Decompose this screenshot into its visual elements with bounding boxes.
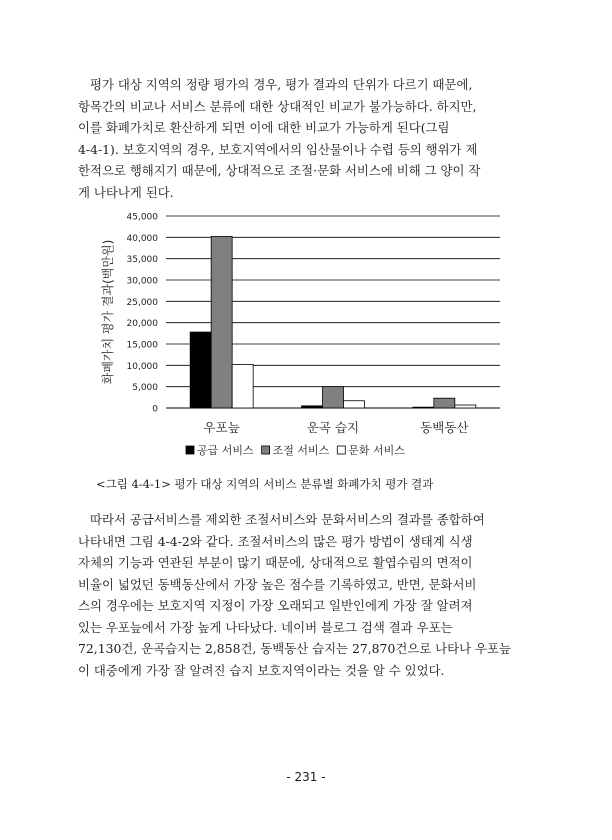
paragraph-line: 나타내면 그림 4-4-2와 같다. 조절서비스의 많은 평가 방법이 생태계 식생 <box>78 533 473 549</box>
paragraph-line: 한적으로 행해지기 때문에, 상대적으로 조절·문화 서비스에 비해 그 양이 작 <box>78 163 481 178</box>
paragraph-line: 있는 우포늪에서 가장 높게 나타났다. 네이버 블로그 검색 결과 우포는 <box>78 619 453 635</box>
y-tick-label: 35,000 <box>126 255 158 266</box>
paragraph-intro <box>78 74 534 203</box>
bar <box>232 364 253 408</box>
x-category-label: 동백동산 <box>420 420 469 435</box>
legend-label: 조절 서비스 <box>272 444 330 457</box>
y-tick-label: 0 <box>152 404 158 415</box>
bar-chart <box>100 200 520 470</box>
paragraph-line: 자체의 기능과 연관된 부분이 많기 때문에, 상대적으로 활엽수림의 면적이 <box>78 555 473 570</box>
bar <box>413 407 434 408</box>
paragraph-line: 4-4-1). 보호지역의 경우, 보호지역에서의 임산물이나 수렵 등의 행위가 제 <box>78 141 478 157</box>
y-tick-label: 30,000 <box>126 276 158 287</box>
legend-swatch <box>262 446 270 454</box>
y-tick-label: 25,000 <box>126 297 158 308</box>
y-tick-label: 45,000 <box>126 212 158 223</box>
bar <box>190 332 211 408</box>
paragraph-line: 항목간의 비교나 서비스 분류에 대한 상대적인 비교가 불가능하다. 하지만, <box>78 98 477 114</box>
bar <box>302 406 323 408</box>
y-tick-label: 40,000 <box>126 233 158 244</box>
paragraph-line: 스의 경우에는 보호지역 지정이 가장 오래되고 일반인에게 가장 잘 알려져 <box>78 598 473 613</box>
bar <box>344 401 365 408</box>
legend-label: 공급 서비스 <box>197 444 254 457</box>
bar-chart-svg <box>100 200 520 470</box>
y-tick-label: 20,000 <box>126 319 158 330</box>
y-tick-label: 15,000 <box>126 340 158 351</box>
paragraph-line: 이 대중에게 가장 잘 알려진 습지 보호지역이라는 것을 알 수 있었다. <box>78 662 445 678</box>
paragraph-line: 따라서 공급서비스를 제외한 조절서비스와 문화서비스의 결과를 종합하여 <box>90 512 485 527</box>
y-axis-label: 화폐가치 평가 결과(백만원) <box>101 239 115 385</box>
page-number: - 231 - <box>286 770 326 784</box>
paragraph-summary <box>78 509 534 681</box>
bar <box>323 387 344 408</box>
paragraph-line: 이를 화폐가치로 환산하게 되면 이에 대한 비교가 가능하게 된다(그림 <box>78 120 450 135</box>
paragraph-line: 72,130건, 운곡습지는 2,858건, 동백동산 습지는 27,870건으로 나타나 우포늪 <box>78 641 511 656</box>
bar <box>455 405 476 408</box>
bar <box>434 398 455 408</box>
y-tick-label: 10,000 <box>126 361 158 372</box>
x-category-label: 우포늪 <box>203 420 240 435</box>
legend-swatch <box>186 446 194 454</box>
paragraph-line: 비율이 넓었던 동백동산에서 가장 높은 점수를 기록하였고, 반면, 문화서비 <box>78 576 477 592</box>
y-tick-label: 5,000 <box>132 383 158 394</box>
paragraph-line: 게 나타나게 된다. <box>78 184 174 200</box>
paragraph-line: 평가 대상 지역의 정량 평가의 경우, 평가 결과의 단위가 다르기 때문에, <box>90 77 473 92</box>
figure-caption: <그림 4-4-1> 평가 대상 지역의 서비스 분류별 화폐가치 평가 결과 <box>96 477 434 491</box>
legend-label: 문화 서비스 <box>348 444 405 457</box>
bar <box>211 236 232 408</box>
legend-swatch <box>337 446 345 454</box>
x-category-label: 운곡 습지 <box>306 420 360 435</box>
